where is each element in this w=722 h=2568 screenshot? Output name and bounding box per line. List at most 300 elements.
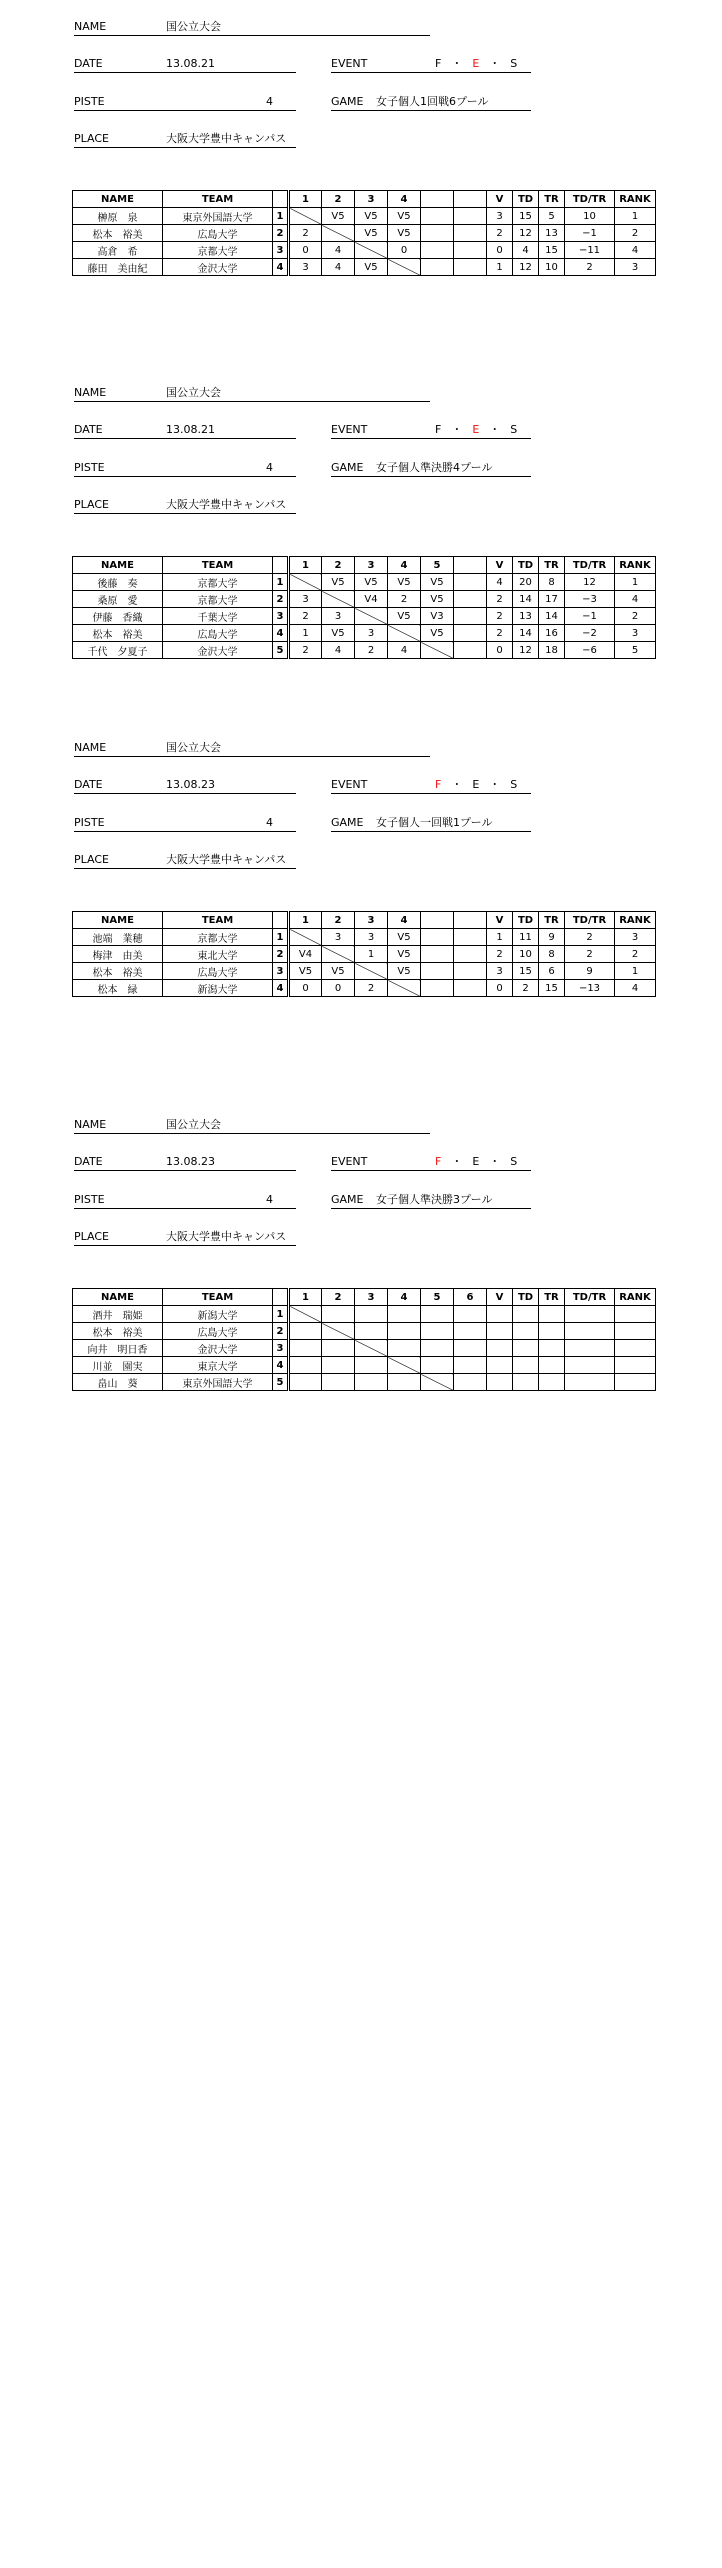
underline (331, 476, 531, 477)
bout-score: V5 (388, 225, 421, 242)
fencer-team: 金沢大学 (163, 259, 273, 276)
event-weapon: S (510, 778, 518, 791)
fencer-rank: 1 (615, 574, 656, 591)
fencer-v (487, 1357, 513, 1374)
game-value: 女子個人準決勝3プール (376, 1193, 493, 1206)
piste-value: 4 (266, 816, 273, 829)
name-label: NAME (74, 386, 107, 399)
date-label: DATE (74, 1155, 103, 1168)
blank-cell (454, 608, 487, 625)
fencer-rank: 3 (615, 625, 656, 642)
bout-score: V5 (421, 574, 454, 591)
fencer-team: 京都大学 (163, 574, 273, 591)
self-bout-cell (421, 642, 454, 659)
fencer-tdtr: −1 (565, 608, 615, 625)
bout-score: V4 (289, 946, 322, 963)
bout-score: 0 (289, 242, 322, 259)
bout-score: 2 (289, 608, 322, 625)
fencer-row (73, 980, 656, 997)
blank-cell (421, 929, 454, 946)
bout-col-header: 2 (322, 191, 355, 208)
place-label: PLACE (74, 1230, 109, 1243)
event-weapon: ・ (489, 57, 501, 70)
fencer-name: 榊原 泉 (73, 208, 163, 225)
bout-score: V5 (388, 574, 421, 591)
bout-score: V5 (355, 208, 388, 225)
fencer-team: 新潟大学 (163, 1306, 273, 1323)
pool-sheet (0, 14, 722, 374)
bout-col-header: 3 (355, 912, 388, 929)
bout-score (388, 1340, 421, 1357)
bout-score (454, 1340, 487, 1357)
fencer-row (73, 259, 656, 276)
fencer-name: 藤田 美由紀 (73, 259, 163, 276)
fencer-index: 4 (273, 1357, 289, 1374)
fencer-name: 梅津 由美 (73, 946, 163, 963)
fencer-tdtr: 10 (565, 208, 615, 225)
fencer-row (73, 608, 656, 625)
piste-value: 4 (266, 461, 273, 474)
fencer-rank (615, 1374, 656, 1391)
fencer-index: 3 (273, 242, 289, 259)
bout-score (454, 1374, 487, 1391)
event-weapon: E (472, 1155, 480, 1168)
col-name-header: NAME (73, 557, 163, 574)
fencer-index: 5 (273, 642, 289, 659)
fencer-td: 20 (513, 574, 539, 591)
bout-score (355, 1306, 388, 1323)
underline (74, 110, 296, 111)
fencer-td (513, 1340, 539, 1357)
fencer-tdtr: −13 (565, 980, 615, 997)
bout-score: 1 (355, 946, 388, 963)
fencer-rank (615, 1340, 656, 1357)
fencer-name: 伊藤 香織 (73, 608, 163, 625)
underline (74, 1170, 296, 1171)
bout-score (454, 1357, 487, 1374)
event-label: EVENT (331, 57, 368, 70)
fencer-rank: 4 (615, 980, 656, 997)
piste-label: PISTE (74, 816, 105, 829)
fencer-td (513, 1357, 539, 1374)
underline (331, 438, 531, 439)
fencer-name: 池端 業穂 (73, 929, 163, 946)
fencer-v (487, 1306, 513, 1323)
blank-cell (454, 225, 487, 242)
bout-col-header: 3 (355, 557, 388, 574)
fencer-td: 15 (513, 208, 539, 225)
date-label: DATE (74, 778, 103, 791)
blank-cell (454, 963, 487, 980)
bout-score (421, 1357, 454, 1374)
bout-score (421, 1306, 454, 1323)
fencer-rank: 2 (615, 946, 656, 963)
self-bout-cell (355, 963, 388, 980)
piste-value: 4 (266, 1193, 273, 1206)
bout-col-header: 4 (388, 191, 421, 208)
event-weapon: S (510, 57, 518, 70)
fencer-index: 1 (273, 208, 289, 225)
game-label: GAME (331, 1193, 364, 1206)
bout-col-header: 2 (322, 1289, 355, 1306)
fencer-v (487, 1374, 513, 1391)
col-name-header: NAME (73, 1289, 163, 1306)
col-name-header: NAME (73, 191, 163, 208)
fencer-tdtr: −11 (565, 242, 615, 259)
self-bout-cell (289, 1306, 322, 1323)
fencer-td: 12 (513, 259, 539, 276)
pool-sheet (0, 735, 722, 1095)
fencer-index: 3 (273, 608, 289, 625)
underline (331, 1208, 531, 1209)
event-weapon: F (435, 57, 442, 70)
fencer-rank: 4 (615, 242, 656, 259)
fencer-v: 3 (487, 963, 513, 980)
tournament-name: 国公立大会 (166, 20, 221, 33)
col-v-header: V (487, 191, 513, 208)
name-label: NAME (74, 741, 107, 754)
fencer-tr (539, 1374, 565, 1391)
fencer-team: 東北大学 (163, 946, 273, 963)
event-weapon: E (472, 778, 480, 791)
fencer-tdtr: −6 (565, 642, 615, 659)
bout-score (421, 1340, 454, 1357)
bout-score: 3 (289, 591, 322, 608)
date-label: DATE (74, 423, 103, 436)
fencer-tdtr (565, 1357, 615, 1374)
col-rank-header: RANK (615, 557, 656, 574)
date-value: 13.08.21 (166, 57, 215, 70)
blank-cell (421, 225, 454, 242)
col-td-header: TD (513, 912, 539, 929)
bout-score (454, 1306, 487, 1323)
bout-score (322, 1340, 355, 1357)
header-row (73, 1289, 656, 1306)
bout-score: V4 (355, 591, 388, 608)
fencer-team: 金沢大学 (163, 642, 273, 659)
bout-score: V5 (289, 963, 322, 980)
bout-score: 2 (355, 642, 388, 659)
tournament-name: 国公立大会 (166, 386, 221, 399)
bout-col-header: 4 (388, 1289, 421, 1306)
col-tdtr-header: TD/TR (565, 191, 615, 208)
event-weapon: E (472, 57, 480, 70)
blank-cell (421, 946, 454, 963)
underline (74, 35, 430, 36)
bout-col-header: 5 (421, 557, 454, 574)
self-bout-cell (289, 574, 322, 591)
event-weapon: ・ (489, 778, 501, 791)
fencer-td: 12 (513, 225, 539, 242)
underline (74, 1245, 296, 1246)
bout-score (355, 1323, 388, 1340)
pool-table (72, 1288, 656, 1391)
tournament-name: 国公立大会 (166, 741, 221, 754)
bout-score: V5 (355, 574, 388, 591)
col-tr-header: TR (539, 191, 565, 208)
event-weapon: ・ (451, 778, 463, 791)
fencer-tdtr (565, 1306, 615, 1323)
fencer-v: 1 (487, 259, 513, 276)
fencer-rank (615, 1323, 656, 1340)
fencer-rank: 4 (615, 591, 656, 608)
name-label: NAME (74, 20, 107, 33)
fencer-tdtr: 2 (565, 946, 615, 963)
fencer-rank: 2 (615, 225, 656, 242)
col-rank-header: RANK (615, 1289, 656, 1306)
bout-score: 0 (388, 242, 421, 259)
fencer-team: 京都大学 (163, 929, 273, 946)
fencer-td: 14 (513, 625, 539, 642)
fencer-tr (539, 1306, 565, 1323)
bout-score: V5 (355, 225, 388, 242)
fencer-td: 4 (513, 242, 539, 259)
event-weapon: ・ (451, 1155, 463, 1168)
bout-score (322, 1306, 355, 1323)
blank-cell (454, 242, 487, 259)
fencer-tr (539, 1340, 565, 1357)
game-value: 女子個人1回戦6プール (376, 95, 489, 108)
bout-col-header: 2 (322, 557, 355, 574)
underline (74, 438, 296, 439)
bout-score (289, 1374, 322, 1391)
fencer-tr: 17 (539, 591, 565, 608)
fencer-name: 桑原 愛 (73, 591, 163, 608)
bout-score (388, 1323, 421, 1340)
header-row (73, 557, 656, 574)
fencer-v: 2 (487, 946, 513, 963)
fencer-td (513, 1374, 539, 1391)
event-weapon: F (435, 778, 442, 791)
place-value: 大阪大学豊中キャンパス (166, 1230, 287, 1243)
fencer-team: 東京外国語大学 (163, 1374, 273, 1391)
piste-label: PISTE (74, 461, 105, 474)
fencer-team: 広島大学 (163, 963, 273, 980)
bout-score: 2 (289, 642, 322, 659)
fencer-tr: 9 (539, 929, 565, 946)
fencer-tr: 14 (539, 608, 565, 625)
fencer-tr (539, 1323, 565, 1340)
event-weapon: ・ (489, 1155, 501, 1168)
fencer-team: 東京大学 (163, 1357, 273, 1374)
tournament-name: 国公立大会 (166, 1118, 221, 1131)
fencer-v: 2 (487, 225, 513, 242)
col-rank-header: RANK (615, 191, 656, 208)
col-rank-header: RANK (615, 912, 656, 929)
underline (331, 1170, 531, 1171)
event-weapon: F (435, 1155, 442, 1168)
fencer-tr: 15 (539, 980, 565, 997)
bout-score: 4 (322, 642, 355, 659)
piste-value: 4 (266, 95, 273, 108)
bout-col-header: 4 (388, 912, 421, 929)
underline (74, 1133, 430, 1134)
game-label: GAME (331, 95, 364, 108)
fencer-index: 1 (273, 574, 289, 591)
fencer-row (73, 225, 656, 242)
blank-col-header (454, 912, 487, 929)
fencer-team: 広島大学 (163, 625, 273, 642)
piste-label: PISTE (74, 95, 105, 108)
blank-cell (454, 591, 487, 608)
fencer-v: 1 (487, 929, 513, 946)
blank-cell (454, 929, 487, 946)
col-team-header: TEAM (163, 191, 273, 208)
col-index-header (273, 191, 289, 208)
fencer-td (513, 1323, 539, 1340)
col-tr-header: TR (539, 557, 565, 574)
game-value: 女子個人一回戦1プール (376, 816, 493, 829)
event-weapon: ・ (451, 57, 463, 70)
fencer-row (73, 591, 656, 608)
fencer-rank (615, 1357, 656, 1374)
fencer-v: 0 (487, 242, 513, 259)
fencer-td: 14 (513, 591, 539, 608)
header-row (73, 191, 656, 208)
blank-cell (454, 642, 487, 659)
fencer-name: 松本 緑 (73, 980, 163, 997)
fencer-team: 京都大学 (163, 242, 273, 259)
fencer-td: 12 (513, 642, 539, 659)
blank-cell (421, 980, 454, 997)
fencer-tdtr: 2 (565, 929, 615, 946)
bout-score: V5 (421, 625, 454, 642)
bout-score: V5 (322, 625, 355, 642)
fencer-index: 1 (273, 1306, 289, 1323)
fencer-index: 3 (273, 963, 289, 980)
fencer-index: 2 (273, 225, 289, 242)
pool-table (72, 556, 656, 659)
fencer-tr: 10 (539, 259, 565, 276)
bout-col-header: 3 (355, 1289, 388, 1306)
underline (331, 110, 531, 111)
place-label: PLACE (74, 853, 109, 866)
place-value: 大阪大学豊中キャンパス (166, 132, 287, 145)
self-bout-cell (388, 625, 421, 642)
fencer-v: 3 (487, 208, 513, 225)
self-bout-cell (355, 608, 388, 625)
bout-score: 4 (322, 242, 355, 259)
fencer-tdtr: 2 (565, 259, 615, 276)
bout-score (454, 1323, 487, 1340)
bout-col-header: 5 (421, 1289, 454, 1306)
fencer-td (513, 1306, 539, 1323)
event-weapon: E (472, 423, 480, 436)
fencer-tdtr: −3 (565, 591, 615, 608)
fencer-v: 0 (487, 980, 513, 997)
place-value: 大阪大学豊中キャンパス (166, 498, 287, 511)
bout-score: 3 (322, 929, 355, 946)
fencer-row (73, 642, 656, 659)
self-bout-cell (289, 208, 322, 225)
fencer-row (73, 963, 656, 980)
fencer-index: 2 (273, 946, 289, 963)
fencer-v: 2 (487, 591, 513, 608)
self-bout-cell (322, 225, 355, 242)
game-label: GAME (331, 461, 364, 474)
game-label: GAME (331, 816, 364, 829)
bout-score (388, 1306, 421, 1323)
bout-score (322, 1374, 355, 1391)
fencer-tr: 5 (539, 208, 565, 225)
bout-col-header: 1 (289, 191, 322, 208)
bout-score (355, 1357, 388, 1374)
bout-col-header: 1 (289, 912, 322, 929)
blank-cell (454, 574, 487, 591)
fencer-row (73, 1306, 656, 1323)
col-td-header: TD (513, 557, 539, 574)
fencer-name: 畠山 葵 (73, 1374, 163, 1391)
blank-cell (421, 242, 454, 259)
blank-cell (454, 259, 487, 276)
fencer-row (73, 929, 656, 946)
date-value: 13.08.21 (166, 423, 215, 436)
blank-cell (454, 980, 487, 997)
col-v-header: V (487, 557, 513, 574)
underline (331, 831, 531, 832)
fencer-row (73, 1374, 656, 1391)
fencer-index: 3 (273, 1340, 289, 1357)
bout-score: V3 (421, 608, 454, 625)
bout-score (421, 1323, 454, 1340)
event-value (430, 423, 522, 436)
fencer-tr: 18 (539, 642, 565, 659)
fencer-td: 10 (513, 946, 539, 963)
bout-score: 3 (289, 259, 322, 276)
fencer-rank: 1 (615, 208, 656, 225)
fencer-td: 2 (513, 980, 539, 997)
date-value: 13.08.23 (166, 778, 215, 791)
fencer-row (73, 946, 656, 963)
bout-col-header: 2 (322, 912, 355, 929)
blank-col-header (454, 557, 487, 574)
bout-score: 2 (388, 591, 421, 608)
bout-score: V5 (421, 591, 454, 608)
bout-score: V5 (388, 929, 421, 946)
event-value (430, 778, 522, 791)
fencer-tr: 13 (539, 225, 565, 242)
fencer-team: 千葉大学 (163, 608, 273, 625)
blank-col-header (421, 191, 454, 208)
pool-sheet (0, 380, 722, 740)
fencer-row (73, 242, 656, 259)
bout-score: 4 (322, 259, 355, 276)
fencer-v (487, 1340, 513, 1357)
event-value (430, 1155, 522, 1168)
self-bout-cell (322, 591, 355, 608)
fencer-name: 松本 裕美 (73, 625, 163, 642)
fencer-name: 向井 明日香 (73, 1340, 163, 1357)
self-bout-cell (421, 1374, 454, 1391)
event-label: EVENT (331, 423, 368, 436)
bout-score: 2 (289, 225, 322, 242)
bout-score: 1 (289, 625, 322, 642)
fencer-row (73, 208, 656, 225)
fencer-tr: 8 (539, 574, 565, 591)
fencer-tdtr: −1 (565, 225, 615, 242)
col-team-header: TEAM (163, 1289, 273, 1306)
place-label: PLACE (74, 498, 109, 511)
bout-score (355, 1374, 388, 1391)
bout-score: 4 (388, 642, 421, 659)
fencer-tdtr: −2 (565, 625, 615, 642)
bout-score: 2 (355, 980, 388, 997)
underline (74, 1208, 296, 1209)
self-bout-cell (388, 1357, 421, 1374)
event-weapon: F (435, 423, 442, 436)
self-bout-cell (388, 259, 421, 276)
underline (74, 513, 296, 514)
